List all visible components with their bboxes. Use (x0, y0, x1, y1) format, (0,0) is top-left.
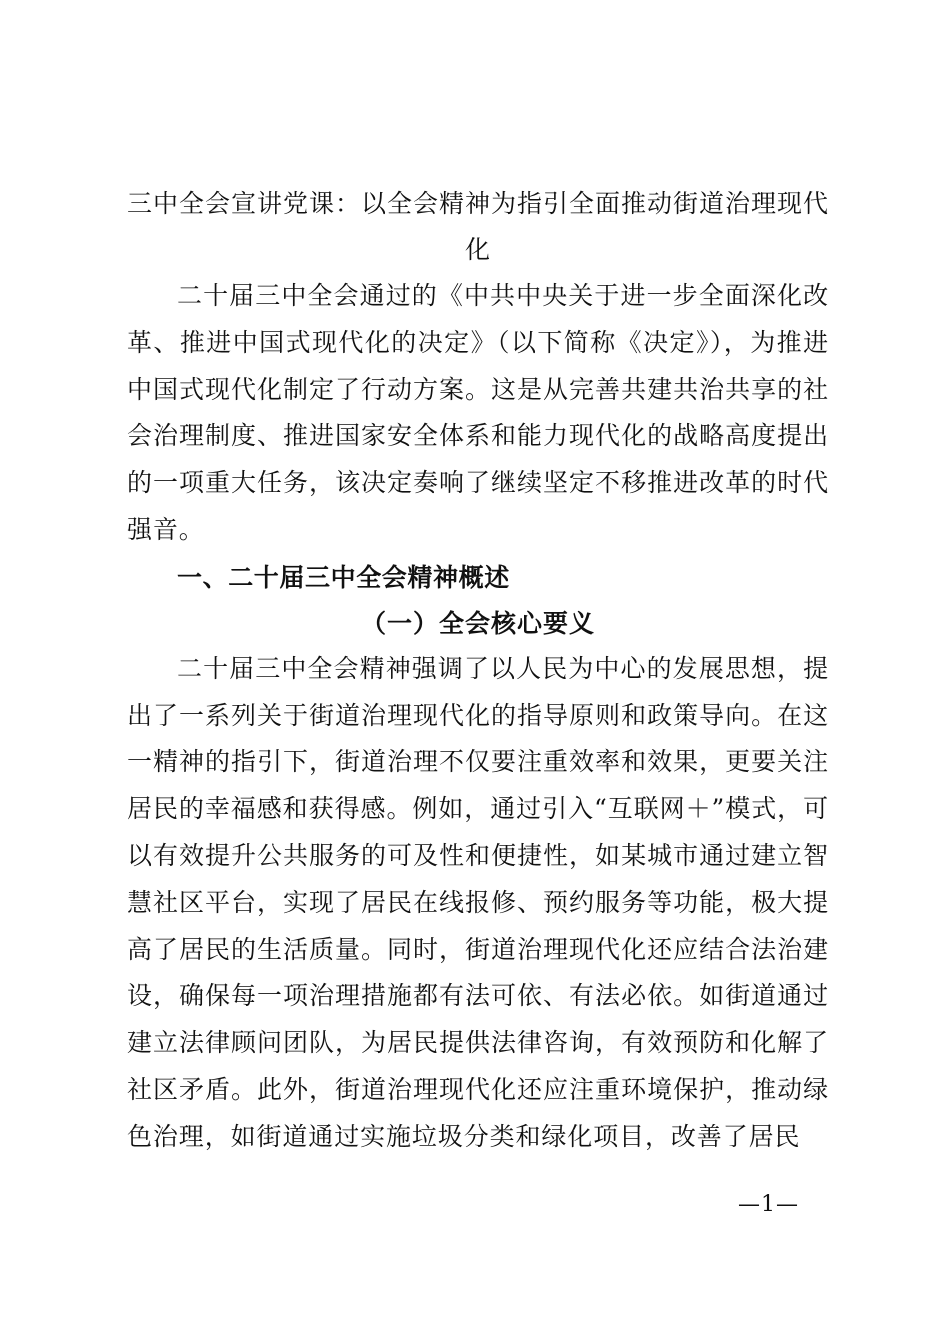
intro-paragraph: 二十届三中全会通过的《中共中央关于进一步全面深化改革、推进中国式现代化的决定》（以下简称《决定》），为推进中国式现代化制定了行动方案。这是从完善共建共治共享的社会治理制度、推进国家安全体系和能力现代化的战略高度提出的一项重大任务，该决定奏响了继续坚定不移推进改革的时代强音。 (127, 281, 829, 544)
document-body (127, 181, 829, 1161)
document-title: 三中全会宣讲党课：以全会精神为指引全面推动街道治理现代化 (127, 189, 830, 264)
section-heading-1: 一、二十届三中全会精神概述 (177, 562, 510, 592)
subsection-heading-1: （一）全会核心要义 (360, 608, 595, 638)
subsection-paragraph-1: 二十届三中全会精神强调了以人民为中心的发展思想，提出了一系列关于街道治理现代化的指导原则和政策导向。在这一精神的指引下，街道治理不仅要注重效率和效果，更要关注居民的幸福感和获得感。例如，通过引入“互联网＋”模式，可以有效提升公共服务的可及性和便捷性，如某城市通过建立智慧社区平台，实现了居民在线报修、预约服务等功能，极大提高了居民的生活质量。同时，街道治理现代化还应结合法治建设，确保每一项治理措施都有法可依、有法必依。如街道通过建立法律顾问团队，为居民提供法律咨询，有效预防和化解了社区矛盾。此外，街道治理现代化还应注重环境保护，推动绿色治理，如街道通过实施垃圾分类和绿化项目，改善了居民 (127, 653, 829, 1151)
page-number: —1— (738, 1192, 799, 1217)
